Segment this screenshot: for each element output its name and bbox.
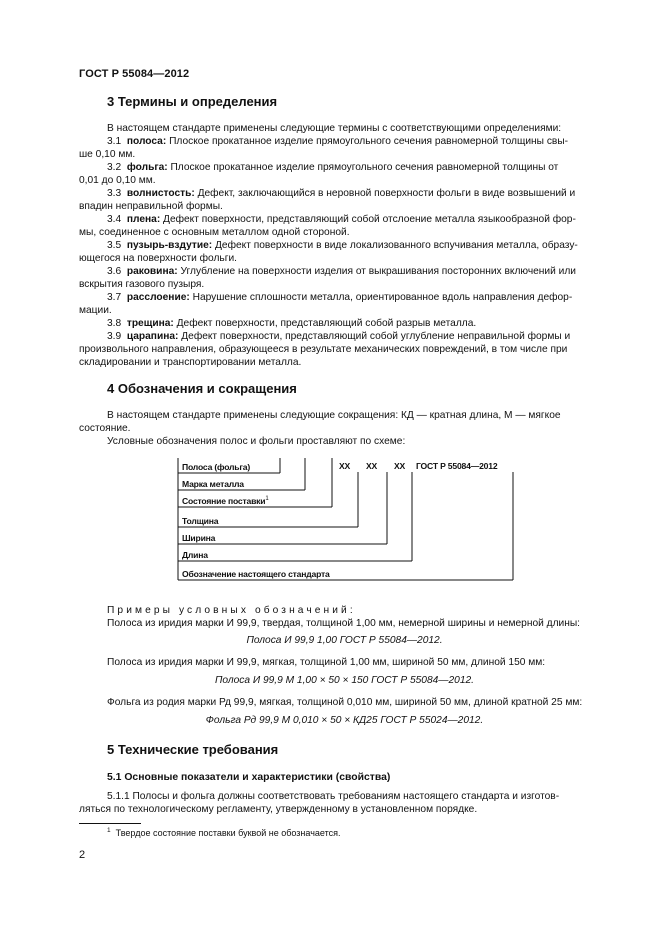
scheme-row-condition: Состояние поставки$^1$ [182, 496, 269, 506]
term-3-5: 3.5 пузырь-вздутие: Дефект поверхности в виде локализованного вспучивания металла, образу- ющегося на поверхности фольги. [79, 240, 578, 265]
term-3-2: 3.2 фольга: Плоское прокатанное изделие прямоугольного сечения равномерной толщины от 0,01 до 0,10 мм. [79, 162, 559, 187]
document-header: ГОСТ Р 55084—2012 [79, 68, 190, 80]
footnote: $^1$ Твердое состояние поставки буквой не обозначается. [107, 827, 341, 838]
section-3-intro: В настоящем стандарте применены следующие термины с соответствующими определениями: [107, 123, 562, 134]
section-3-title: 3 Термины и определения [107, 94, 278, 109]
example-3-code: Фольга Рд 99,9 М 0,010 × 50 × КД25 ГОСТ Р 55024—2012. [205, 715, 484, 726]
scheme-row-length: Длина [182, 550, 208, 560]
section-5-title: 5 Технические требования [107, 742, 279, 757]
section-5-1-title: 5.1 Основные показатели и характеристики (свойства) [107, 772, 391, 783]
scheme-xx-1: ХХ [339, 461, 351, 471]
example-2: Полоса из иридия марки И 99,9, мягкая, толщиной 1,00 мм, шириной 50 мм, длиной 150 мм: [107, 657, 546, 668]
section-5-1-1: 5.1.1 Полосы и фольга должны соответствовать требованиям настоящего стандарта и изготов- ляться по технологическому регламенту, утвержденному в установленном порядке. [79, 791, 560, 816]
examples-title: Примеры условных обозначений: [107, 605, 356, 616]
section-4-abbreviations: В настоящем стандарте применены следующие сокращения: КД — кратная длина, М — мягкое состояние. [79, 410, 561, 435]
term-3-7: 3.7 расслоение: Нарушение сплошности металла, ориентированное вдоль направления дефор- мации. [79, 292, 573, 317]
term-3-4: 3.4 плена: Дефект поверхности, представляющий собой отслоение металла языкообразной фор- мы, соединенное с основным металлом одной стороной. [79, 214, 576, 239]
term-3-1: 3.1 полоса: Плоское прокатанное изделие прямоугольного сечения равномерной толщины свы- ше 0,10 мм. [79, 136, 569, 161]
example-3: Фольга из родия марки Рд 99,9, мягкая, толщиной 0,010 мм, шириной 50 мм, длиной кратной 25 мм: [107, 697, 583, 708]
scheme-row-grade: Марка металла [182, 479, 244, 489]
section-4-title: 4 Обозначения и сокращения [107, 381, 297, 396]
scheme-row-strip: Полоса (фольга) [182, 462, 251, 472]
term-3-8: 3.8 трещина: Дефект поверхности, представляющий собой разрыв металла. [107, 318, 477, 329]
term-3-9: 3.9 царапина: Дефект поверхности, представляющий собой углубление неправильной формы и произвольного направления, образующееся в результате механических повреждений, в том числе при складировании и транспортировании металла. [79, 331, 571, 369]
scheme-xx-2: ХХ [366, 461, 378, 471]
scheme-xx-3: ХХ [394, 461, 406, 471]
term-3-6: 3.6 раковина: Углубление на поверхности изделия от выкрашивания посторонних включений или вскрытия газового пузыря. [79, 266, 576, 291]
scheme-row-standard: Обозначение настоящего стандарта [182, 569, 330, 579]
scheme-standard: ГОСТ Р 55084—2012 [416, 461, 498, 471]
example-1: Полоса из иридия марки И 99,9, твердая, толщиной 1,00 мм, немерной ширины и немерной длины: [107, 618, 581, 629]
footnote-rule [79, 823, 141, 824]
scheme-row-width: Ширина [182, 533, 216, 543]
example-1-code: Полоса И 99,9 1,00 ГОСТ Р 55084—2012. [246, 635, 443, 646]
scheme-row-thickness: Толщина [182, 516, 219, 526]
term-3-3: 3.3 волнистость: Дефект, заключающийся в неровной поверхности фольги в виде возвышений и впадин неправильной формы. [79, 188, 576, 213]
page-number: 2 [79, 849, 86, 861]
example-2-code: Полоса И 99,9 М 1,00 × 50 × 150 ГОСТ Р 55084—2012. [215, 675, 474, 686]
section-4-scheme-intro: Условные обозначения полос и фольги проставляют по схеме: [107, 436, 406, 447]
